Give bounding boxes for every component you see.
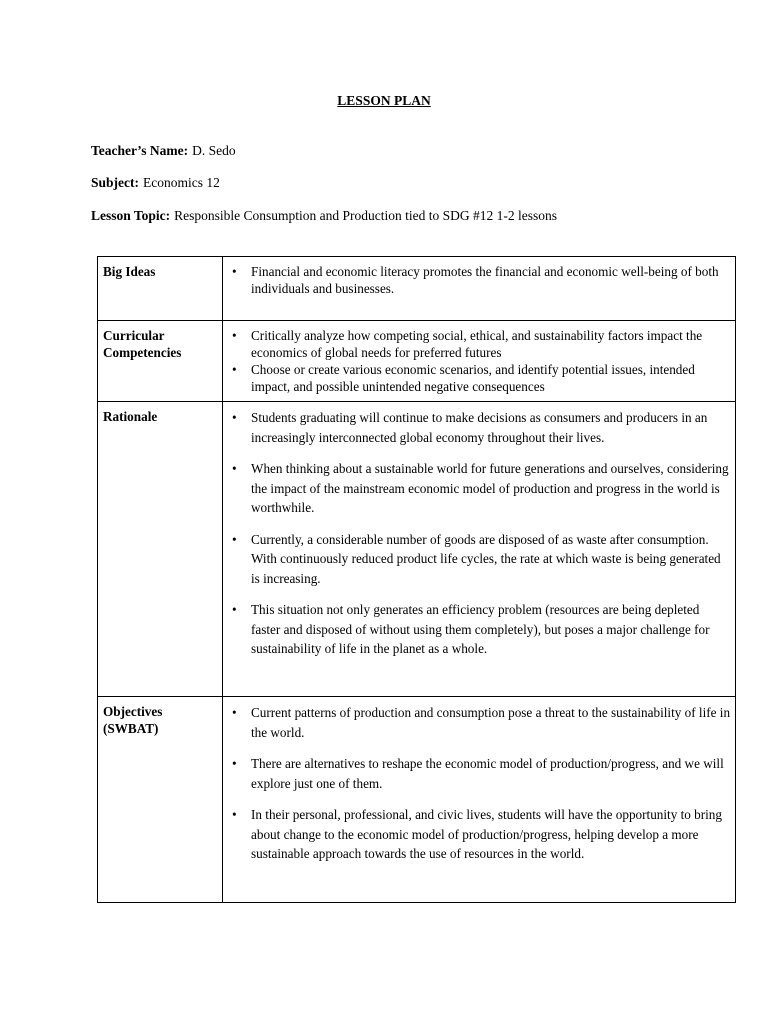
bullet-icon: • xyxy=(232,602,237,617)
bullet-text: Choose or create various economic scenarios, and identify potential issues, intended impact, and possible unintended negative consequences xyxy=(251,362,695,394)
teacher-value: D. Sedo xyxy=(192,143,236,158)
row-objectives xyxy=(98,697,736,903)
bullet-icon: • xyxy=(232,410,237,425)
objectives-content xyxy=(223,697,736,903)
page-title: LESSON PLAN xyxy=(337,93,431,108)
bullet-text: Financial and economic literacy promotes the financial and economic well-being of both individuals and businesses. xyxy=(251,264,719,296)
bullet-text: When thinking about a sustainable world for future generations and ourselves, considering the impact of the mainstream economic model of production and progress in the world is worthwhile. xyxy=(251,461,729,515)
row-big-ideas xyxy=(98,257,736,321)
rationale-content xyxy=(223,402,736,697)
list-item xyxy=(229,703,731,742)
teacher-label: Teacher’s Name: xyxy=(91,143,189,158)
subject-label: Subject: xyxy=(91,175,139,190)
objectives-label: Objectives (SWBAT) xyxy=(98,697,223,903)
rationale-list xyxy=(229,408,731,659)
list-item xyxy=(229,600,731,659)
bullet-text: Students graduating will continue to make decisions as consumers and producers in an increasingly interconnected global economy throughout their lives. xyxy=(251,410,708,445)
rationale-label: Rationale xyxy=(98,402,223,697)
bullet-icon: • xyxy=(232,807,237,822)
bullet-text: Critically analyze how competing social, ethical, and sustainability factors impact the economics of global needs for preferred futures xyxy=(251,328,703,360)
topic-label: Lesson Topic: xyxy=(91,208,171,223)
subject-line xyxy=(91,175,220,191)
big-ideas-content xyxy=(223,257,736,321)
bullet-text: This situation not only generates an efficiency problem (resources are being depleted faster and disposed of without using them completely), but poses a major challenge for sustainability of life in the planet as a whole. xyxy=(251,602,710,656)
bullet-icon: • xyxy=(232,461,237,476)
bullet-icon: • xyxy=(232,328,237,343)
bullet-icon: • xyxy=(232,756,237,771)
topic-line xyxy=(91,208,557,224)
bullet-text: There are alternatives to reshape the economic model of production/progress, and we will explore just one of them. xyxy=(251,756,724,791)
bullet-icon: • xyxy=(232,705,237,720)
bullet-icon: • xyxy=(232,362,237,377)
list-item xyxy=(229,327,731,361)
row-rationale xyxy=(98,402,736,697)
bullet-text: Current patterns of production and consumption pose a threat to the sustainability of life in the world. xyxy=(251,705,731,740)
lesson-plan-table xyxy=(97,256,736,903)
list-item xyxy=(229,408,731,447)
teacher-line xyxy=(91,143,236,159)
bullet-text: Currently, a considerable number of goods are disposed of as waste after consumption. With continuously reduced product life cycles, the rate at which waste is being generated is increasing. xyxy=(251,531,721,586)
subject-value: Economics 12 xyxy=(143,175,220,190)
list-item xyxy=(229,805,731,864)
bullet-icon: • xyxy=(232,531,237,547)
competencies-content xyxy=(223,321,736,402)
bullet-icon: • xyxy=(232,264,237,279)
bullet-text: In their personal, professional, and civic lives, students will have the opportunity to bring about change to the economic model of production/progress, helping develop a more sustainable approach towards the use of resources in the world. xyxy=(251,807,722,861)
competencies-label: Curricular Competencies xyxy=(98,321,223,402)
list-item xyxy=(229,459,731,518)
list-item xyxy=(229,530,731,589)
objectives-list xyxy=(229,703,731,864)
list-item xyxy=(229,754,731,793)
big-ideas-label: Big Ideas xyxy=(98,257,223,321)
list-item xyxy=(229,361,731,395)
row-competencies xyxy=(98,321,736,402)
competencies-list xyxy=(229,327,731,395)
list-item xyxy=(229,263,731,297)
topic-value: Responsible Consumption and Production tied to SDG #12 1-2 lessons xyxy=(174,208,558,223)
big-ideas-list xyxy=(229,263,731,297)
